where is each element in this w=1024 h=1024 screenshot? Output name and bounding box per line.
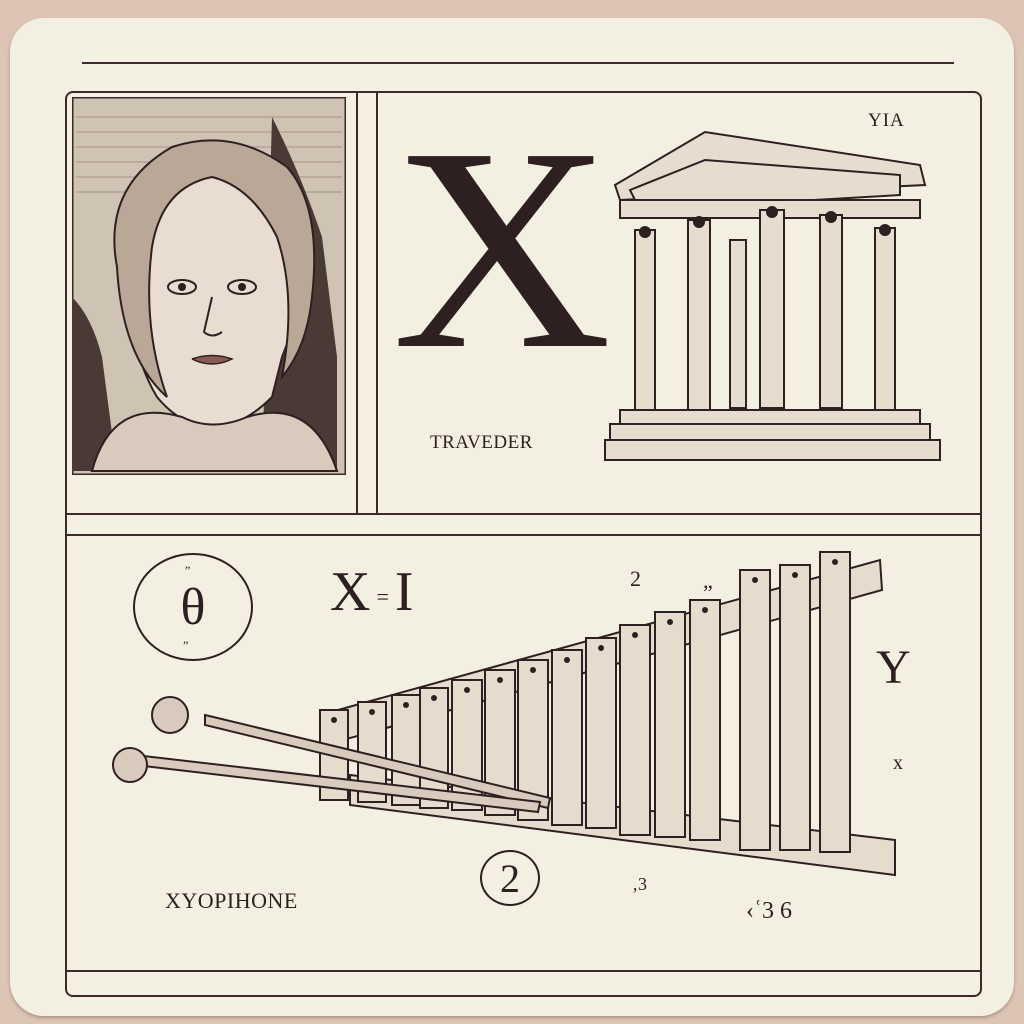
theta-mark-bottom: ” <box>183 638 189 652</box>
top-rule <box>82 62 954 64</box>
horizontal-divider-inner <box>66 534 981 536</box>
temple-illustration <box>600 120 945 470</box>
vertical-divider-inner <box>376 92 378 514</box>
side-letter-y: Y <box>876 641 911 694</box>
tick-mark: „ <box>703 568 713 593</box>
label-xyopihone: XYOPIHONE <box>165 888 298 913</box>
label-yia: YIA <box>868 110 905 131</box>
portrait-illustration <box>72 97 346 475</box>
label-traveder: TRAVEDER <box>430 432 533 453</box>
equation-equals: = <box>376 584 389 610</box>
circled-number <box>480 850 540 906</box>
bottom-rule <box>66 970 981 972</box>
xylophone-illustration <box>100 540 900 900</box>
horizontal-divider <box>66 513 981 515</box>
theta-symbol: θ <box>180 578 206 636</box>
circled-number-value: 2 <box>500 855 520 901</box>
equation-left: X <box>330 561 371 623</box>
side-letter-x: x <box>893 752 903 774</box>
small-two: 2 <box>630 566 641 591</box>
theta-mark-top: ” <box>185 563 191 577</box>
bottom-numbers: ‹ʿ3 6 <box>746 898 792 924</box>
equation-right: I <box>394 561 414 623</box>
big-letter-x: X <box>392 88 608 409</box>
small-numbers: ‚3 <box>632 874 647 894</box>
vertical-divider <box>356 92 358 514</box>
